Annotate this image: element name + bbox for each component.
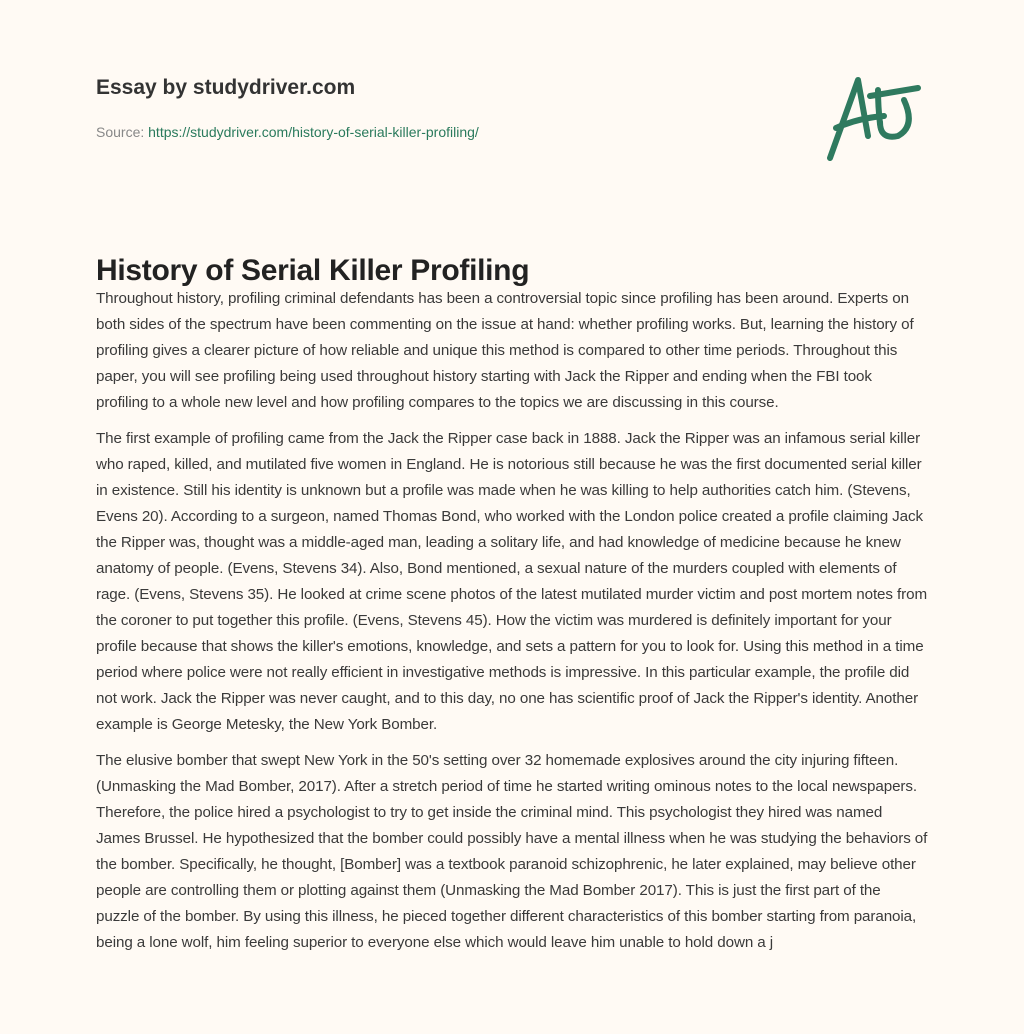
source-label: Source: <box>96 124 145 140</box>
essay-title: History of Serial Killer Profiling <box>96 254 530 287</box>
paragraph: Throughout history, profiling criminal defendants has been a controversial topic since profiling has been around. Experts on both sides of the spectrum have been commenting on the issue at hand: whether profiling works. But, learning the history of profiling gives a clearer picture of how reliable and unique this method is compared to other time periods. Throughout this paper, you will see profiling being used throughout history starting with Jack the Ripper and ending when the FBI took profiling to a whole new level and how profiling compares to the topics we are discussing in this course. <box>96 290 914 411</box>
source-line <box>96 124 479 140</box>
site-brand: Essay by studydriver.com <box>96 76 356 99</box>
essay-body <box>96 286 928 966</box>
source-link[interactable]: https://studydriver.com/history-of-serial-killer-profiling/ <box>148 124 479 140</box>
paragraph: The first example of profiling came from the Jack the Ripper case back in 1888. Jack the Ripper was an infamous serial killer who raped, killed, and mutilated five women in England. He is notorious still because he was the first documented serial killer in existence. Still his identity is unknown but a profile was made when he was killing to help authorities catch him. (Stevens, Evens 20). According to a surgeon, named Thomas Bond, who worked with the London police created a profile claiming Jack the Ripper was, thought was a middle-aged man, leading a solitary life, and had knowledge of medicine because he knew anatomy of people. (Evens, Stevens 34). Also, Bond mentioned, a sexual nature of the murders coupled with elements of rage. (Evens, Stevens 35). He looked at crime scene photos of the latest mutilated murder victim and post mortem notes from the coroner to put together this profile. (Evens, Stevens 45). How the victim was murdered is definitely important for your profile because that shows the killer's emotions, knowledge, and sets a pattern for you to look for. Using this method in a time period where police were not really efficient in investigative methods is impressive. In this particular example, the profile did not work. Jack the Ripper was never caught, and to this day, no one has scientific proof of Jack the Ripper's identity. Another example is George Metesky, the New York Bomber. <box>96 430 927 733</box>
a-plus-logo-icon <box>818 66 928 166</box>
paragraph: The elusive bomber that swept New York in the 50's setting over 32 homemade explosives around the city injuring fifteen. (Unmasking the Mad Bomber, 2017). After a stretch period of time he started writing ominous notes to the local newspapers. Therefore, the police hired a psychologist to try to get inside the criminal mind. This psychologist they hired was named James Brussel. He hypothesized that the bomber could possibly have a mental illness when he was studying the behaviors of the bomber. Specifically, he thought, [Bomber] was a textbook paranoid schizophrenic, he later explained, may believe other people are controlling them or plotting against them (Unmasking the Mad Bomber 2017). This is just the first part of the puzzle of the bomber. By using this illness, he pieced together different characteristics of this bomber starting from paranoia, being a lone wolf, him feeling superior to everyone else which would leave him unable to hold down a j <box>96 752 928 951</box>
